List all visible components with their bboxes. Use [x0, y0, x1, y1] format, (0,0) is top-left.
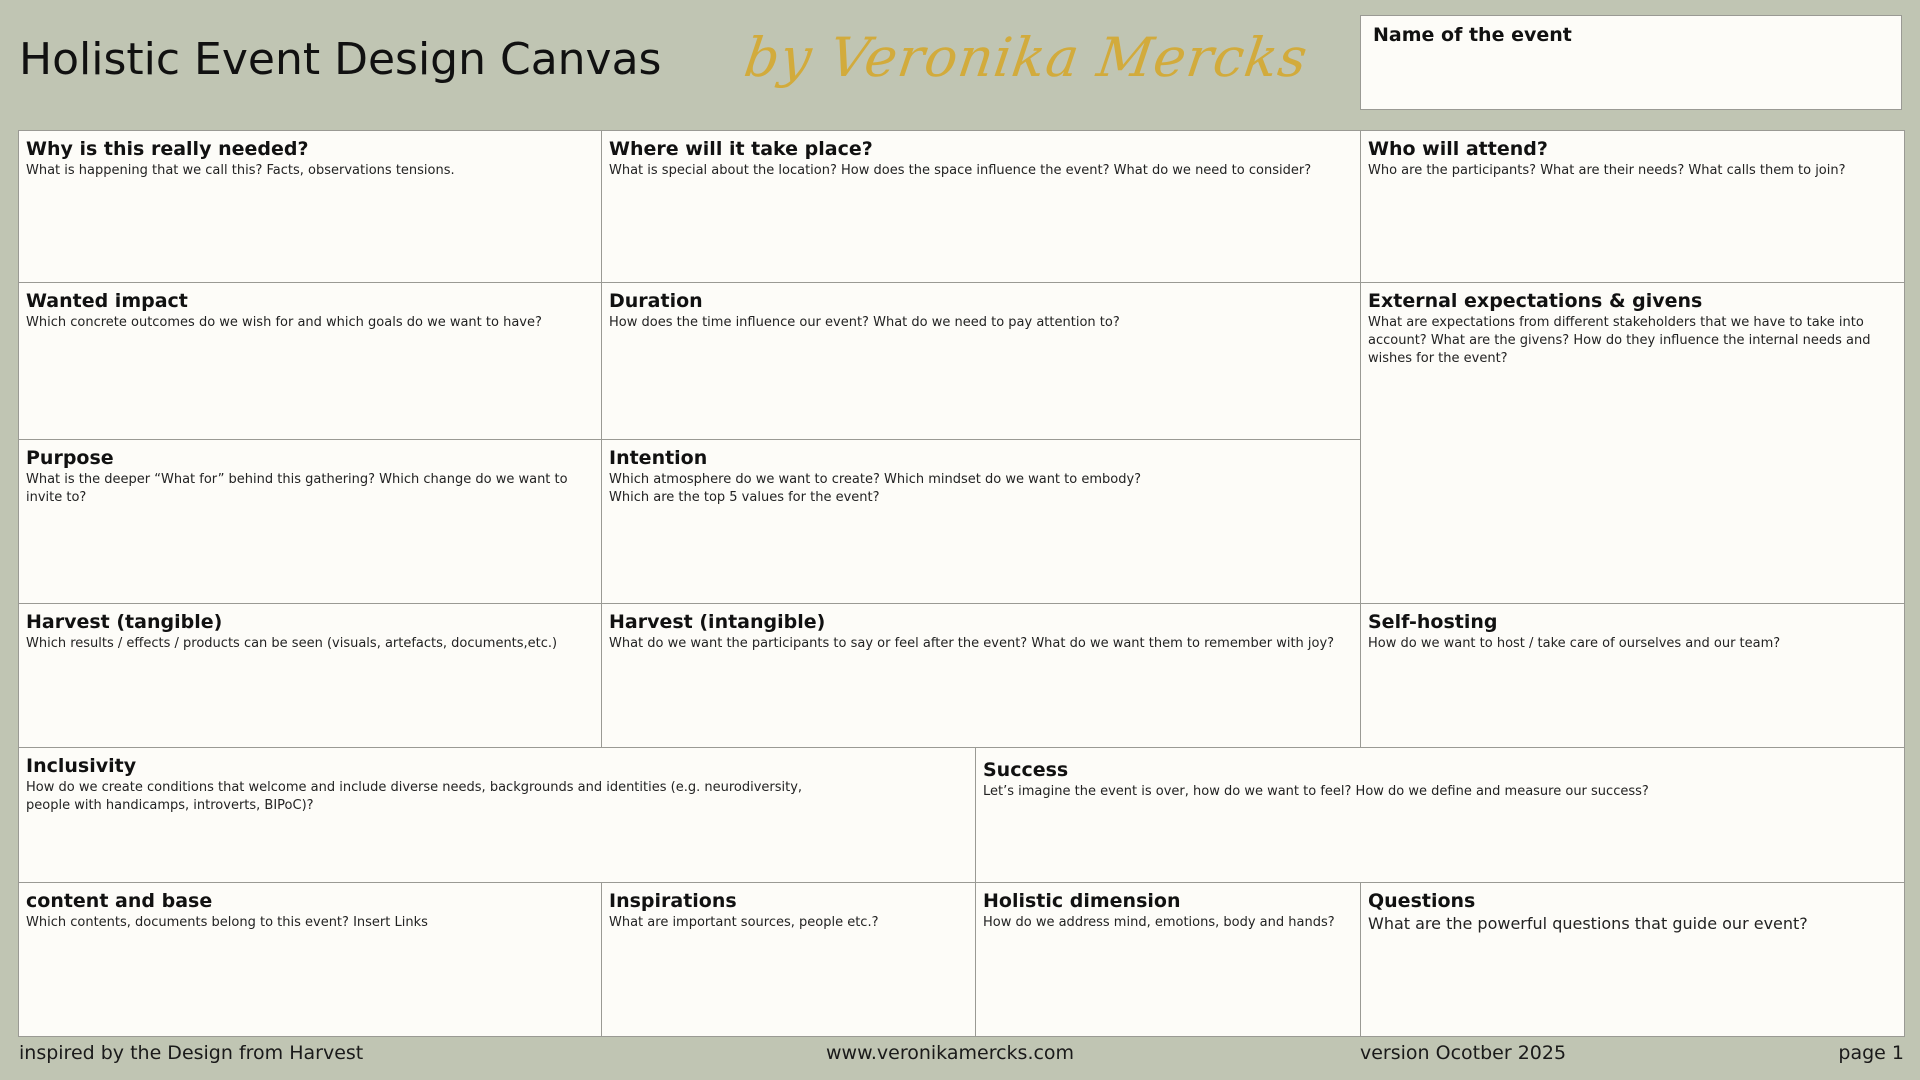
cell-success-desc: Let’s imagine the event is over, how do we want to feel? How do we define and measure our success? [983, 784, 1649, 799]
cell-duration-desc: How does the time influence our event? What do we need to pay attention to? [609, 315, 1120, 330]
cell-why-title: Why is this really needed? [26, 138, 309, 160]
cell-why-desc: What is happening that we call this? Facts, observations tensions. [26, 163, 455, 178]
cell-impact-title: Wanted impact [26, 290, 188, 312]
cell-impact[interactable] [18, 282, 602, 440]
cell-intention-desc-1: Which atmosphere do we want to create? Which mindset do we want to embody? [609, 472, 1142, 487]
cell-inclusivity-title: Inclusivity [26, 755, 137, 777]
canvas-title: Holistic Event Design Canvas [19, 34, 662, 85]
cell-who-desc: Who are the participants? What are their needs? What calls them to join? [1368, 163, 1846, 178]
footer-credit: inspired by the Design from Harvest [19, 1042, 364, 1064]
footer-version: version Ocotber 2025 [1360, 1042, 1567, 1064]
cell-external-title: External expectations & givens [1368, 290, 1703, 312]
cell-intention[interactable] [601, 439, 1361, 604]
cell-harvest-intangible-desc: What do we want the participants to say or feel after the event? What do we want them to remember with joy? [609, 636, 1335, 651]
cell-holistic-desc: How do we address mind, emotions, body and hands? [983, 915, 1335, 930]
cell-purpose[interactable] [18, 439, 602, 604]
cell-duration[interactable] [601, 282, 1361, 440]
cell-self-hosting-desc: How do we want to host / take care of ourselves and our team? [1368, 636, 1781, 651]
footer-page-number: page 1 [1838, 1042, 1904, 1064]
cell-inclusivity[interactable] [18, 747, 976, 883]
cell-success[interactable] [975, 747, 1905, 883]
cell-intention-desc-2: Which are the top 5 values for the event? [609, 490, 880, 505]
cell-inclusivity-desc-1: How do we create conditions that welcome and include diverse needs, backgrounds and identities (e.g. neurodiversity, [26, 780, 803, 795]
cell-content-base-desc: Which contents, documents belong to this event? Insert Links [26, 915, 428, 930]
cell-external-desc: What are expectations from different stakeholders that we have to take into account? What are the givens? How do they influence the internal needs and wishes for the event? [1368, 315, 1871, 366]
cell-self-hosting-title: Self-hosting [1368, 611, 1498, 633]
cell-success-title: Success [983, 759, 1069, 781]
cell-where[interactable] [601, 130, 1361, 283]
cell-harvest-tangible[interactable] [18, 603, 602, 748]
cell-purpose-desc: What is the deeper “What for” behind this gathering? Which change do we want to invite to? [26, 472, 568, 505]
cell-who-title: Who will attend? [1368, 138, 1548, 160]
cell-where-desc: What is special about the location? How does the space influence the event? What do we need to consider? [609, 163, 1312, 178]
footer-website[interactable]: www.veronikamercks.com [826, 1042, 1075, 1064]
cell-self-hosting[interactable] [1360, 603, 1905, 748]
cell-impact-desc: Which concrete outcomes do we wish for and which goals do we want to have? [26, 315, 542, 330]
cell-who[interactable] [1360, 130, 1905, 283]
cell-harvest-intangible[interactable] [601, 603, 1361, 748]
cell-intention-title: Intention [609, 447, 708, 469]
cell-harvest-tangible-title: Harvest (tangible) [26, 611, 223, 633]
cell-inspirations-desc: What are important sources, people etc.? [609, 915, 879, 930]
cell-duration-title: Duration [609, 290, 703, 312]
cell-inclusivity-desc-2: people with handicamps, introverts, BIPoC)? [26, 798, 314, 813]
cell-questions-desc: What are the powerful questions that guide our event? [1368, 914, 1808, 933]
cell-holistic-title: Holistic dimension [983, 890, 1181, 912]
cell-inspirations-title: Inspirations [609, 890, 737, 912]
cell-external[interactable] [1360, 282, 1905, 604]
cell-why[interactable] [18, 130, 602, 283]
cell-where-title: Where will it take place? [609, 138, 873, 160]
cell-harvest-intangible-title: Harvest (intangible) [609, 611, 826, 633]
cell-purpose-title: Purpose [26, 447, 114, 469]
cell-content-base-title: content and base [26, 890, 213, 912]
author-signature: by Veronika Mercks [740, 26, 1312, 89]
cell-questions-title: Questions [1368, 890, 1476, 912]
cell-content-base[interactable] [18, 882, 602, 1037]
cell-harvest-tangible-desc: Which results / effects / products can be seen (visuals, artefacts, documents,etc.) [26, 636, 558, 651]
cell-questions[interactable] [1360, 882, 1905, 1037]
cell-holistic[interactable] [975, 882, 1361, 1037]
event-name-label: Name of the event [1373, 24, 1572, 46]
cell-inspirations[interactable] [601, 882, 976, 1037]
